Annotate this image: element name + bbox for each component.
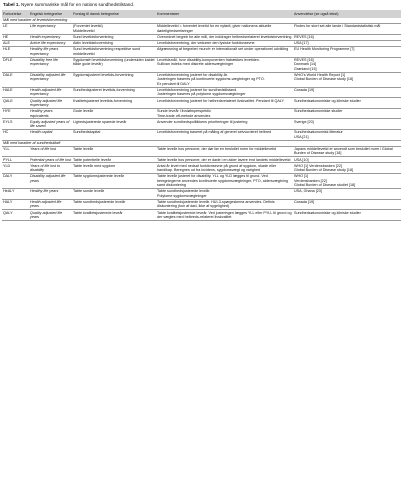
cell-danish-term: Gode leveår	[73, 109, 94, 114]
cell-usage: Sundhedsøkonomisk litteratur USA [21]	[294, 130, 343, 139]
cell-abbreviation: HYE	[3, 109, 11, 114]
cell-comment: Middellevetid = forventet levetid for en nyfødt, giver nationens aktuelle dødelighedserfaringer	[157, 24, 272, 33]
header-comments: Kommentarer	[157, 11, 180, 16]
cell-abbreviation: HeALY	[3, 189, 15, 194]
cell-abbreviation: YLD	[3, 163, 11, 168]
cell-usage: Sundhedsøkonomiske og kliniske studier	[294, 98, 361, 103]
cell-comment: Levetidsmål, hvor disability-komponenten fratrækkes levetiden. Sullivan indeks med diskrete aldersvægtninger	[157, 57, 260, 67]
cell-english-term: Healthy life years	[30, 189, 59, 194]
table-row	[2, 87, 401, 98]
cell-abbreviation: DALE	[3, 72, 13, 77]
cell-abbreviation: ALE	[3, 41, 10, 46]
cell-danish-term: Sygdomsfri levetidsforventning (undersiden kaldet både gode leveår)	[73, 57, 155, 67]
cell-abbreviation: YLL	[3, 147, 10, 152]
cell-usage: Canada [19]	[294, 87, 315, 92]
cell-usage: REVES [16]	[294, 34, 314, 39]
cell-usage: WHO's World Health Report [1] Global Burden of Disease study [18]	[294, 72, 354, 82]
cell-english-term: Life expectancy	[30, 24, 56, 29]
cell-comment: Levetidsforventning, der vedrører den fysiske funktionsevne	[157, 41, 255, 46]
cell-english-term: Healthy life years expectancy	[30, 47, 59, 56]
table-row	[2, 129, 401, 140]
cell-english-term: Active life expectancy	[30, 41, 66, 46]
cell-danish-term: Tabte leveår	[73, 147, 94, 152]
header-usage: Anvendelse (se også tekst)	[294, 11, 339, 16]
cell-danish-term: Tabte sunde leveår	[73, 189, 105, 194]
cell-abbreviation: HLE	[3, 47, 11, 52]
cell-english-term: Disability free life expectancy	[30, 57, 58, 67]
cell-abbreviation: QALE	[3, 98, 13, 103]
cell-danish-term: Tabte sygdomsjusterede leveår	[73, 174, 125, 179]
cell-usage: Canada [19]	[294, 200, 315, 205]
cell-usage: USA [10]	[294, 157, 309, 162]
table-row	[2, 199, 401, 210]
table-row	[2, 146, 401, 157]
header-abbreviation: Forkortelse	[3, 11, 22, 16]
cell-usage: Sundhedsøkonomiske studier	[294, 109, 343, 114]
table-row	[2, 163, 401, 174]
cell-english-term: Health adjusted life years	[30, 200, 62, 209]
cell-english-term: Years of life lost	[30, 147, 57, 152]
caption-label: Tabel 1.	[3, 2, 20, 7]
caption-text: Nyere summariske mål for en nations sundhedstilstand.	[21, 2, 135, 7]
cell-usage: Findes for stort set alle lande i Standardstatistisk mål	[294, 24, 381, 29]
table-row	[2, 72, 401, 87]
cell-usage: EU Health Monitoring Programme [7]	[294, 47, 355, 52]
cell-abbreviation: DALY	[3, 174, 13, 179]
cell-abbreviation: HE	[3, 34, 9, 39]
table-row	[2, 23, 401, 34]
cell-english-term: Health adjusted life expectancy	[30, 87, 62, 97]
table-row	[2, 210, 401, 221]
cell-danish-term: Sund levetidsforventning	[73, 34, 114, 39]
cell-danish-term: Kvalitetsjusteret levetids-forventning	[73, 98, 133, 103]
table-row	[2, 108, 401, 119]
cell-english-term: Potential years of life lost	[30, 157, 71, 162]
cell-english-term: Equity adjusted years of life saved	[30, 119, 70, 129]
cell-comment: Tabte leveår justeret for disability. YLL og YLD lægges til grund. Ved beregningerne anvendes kontinuerte sygdomsvægtninger, PTO, aldersvægtning samt diskontering	[157, 174, 288, 188]
table-row	[2, 174, 401, 189]
cell-abbreviation: LE	[3, 24, 8, 29]
cell-danish-term: Sund levetidsforventning respektive sund middellevetid	[73, 47, 141, 56]
cell-comment: Tabte sundhedsjusterede leveår. HUI-3-spørgeskema anvendes. Definis diskontering (kun af død, ikke af sygelighed)	[157, 200, 275, 209]
cell-abbreviation: HC	[3, 130, 9, 135]
cell-english-term: Years of life lost to disability	[30, 163, 61, 173]
cell-usage: USA, Ghana [23]	[294, 189, 322, 194]
table-body	[2, 18, 401, 221]
cell-danish-term: (Forventet levetid) Middellevetid	[73, 24, 103, 33]
cell-danish-term: Tabte sundhedsjusterede leveår	[73, 200, 126, 205]
cell-usage: WHO [1] Verdensbanken [22] Global Burden of Disease studiet [18]	[294, 174, 356, 188]
cell-danish-term: Sygdomsjusteret levetids-forventning	[73, 72, 134, 77]
cell-danish-term: Aktiv levetidsforventning	[73, 41, 113, 46]
cell-comment: Sunde leveår i livsløbsperspektiv. Time-trade off-metode anvendes	[157, 109, 212, 118]
cell-danish-term: Sundhedskapital	[73, 130, 101, 135]
table-row	[2, 46, 401, 57]
cell-usage: Sundhedsøkonomiske og kliniske studier	[294, 210, 361, 215]
cell-abbreviation: HALY	[3, 200, 13, 205]
cell-danish-term: Tabte kvalitetsjusterede leveår	[73, 210, 123, 215]
cell-usage: WHO [1] Verdensbanken [22] Global Burden of Disease study [18]	[294, 163, 354, 173]
cell-danish-term: Tabte potentielle leveår	[73, 157, 111, 162]
cell-english-term: Healthy years equivalents	[30, 109, 53, 118]
cell-english-term: Health expectancy	[30, 34, 61, 39]
cell-english-term: Quality adjusted life years	[30, 210, 63, 220]
cell-english-term: Disability adjusted life expectancy	[30, 72, 66, 82]
cell-comment: Levetidsforventning justeret for disability-år. Justeringen baseres på kontinuerte sygdoms-vægtninger og PTO. Ex pendant til DALY	[157, 72, 265, 86]
cell-usage: REVES [16] Danmark [14] Grønland [15]	[294, 57, 317, 71]
summary-measures-table	[2, 10, 401, 221]
cell-comment: Overordnet begreb for alle mål, der inddrager helbredsrelateret levetidsforventning	[157, 34, 292, 39]
cell-comment: Tabte sundhedsjusterede leveår. Polytome sygdomsvægtninger	[157, 189, 211, 198]
section-title: Mål med karakter af levetidsforventning	[3, 18, 68, 23]
cell-comment: Levetidsforventning justeret for helbredsrelateret livskvalitet. Pendant til QALY	[157, 98, 285, 103]
table-row	[2, 57, 401, 72]
cell-abbreviation: HALE	[3, 87, 13, 92]
cell-comment: Tabte leveår hos personer, der er døde i en alder lavere end landets middellevetid	[157, 157, 291, 162]
cell-comment: Anvender sundhedspolitikkens prioriteringer til justering	[157, 119, 248, 124]
table-caption	[3, 2, 134, 7]
cell-comment: Antal år levet med nedsat funktionsevne på grund af sygdom, skade eller handikap. Beregnes ud fra incidens, sygdomsvægt og varighed	[157, 163, 277, 173]
table-row	[2, 98, 401, 109]
cell-danish-term: Tabte leveår med sygdom	[73, 163, 116, 168]
cell-abbreviation: PYLL	[3, 157, 13, 162]
cell-comment: Tabte kvalitetsjusterede leveår. Ved justeringen lægges YLL eller PYLL til grund og der vægtes med helbreds-relateret livskvalitet	[157, 210, 292, 220]
cell-abbreviation: DFLE	[3, 57, 13, 62]
cell-english-term: Quality adjusted life expectancy	[30, 98, 63, 107]
cell-english-term: Disability adjusted life years	[30, 174, 66, 183]
cell-english-term: Health capital	[30, 130, 53, 135]
header-english-term: Engelsk betegnelse	[30, 11, 63, 16]
header-danish-term: Forslag til dansk betegnelse	[73, 11, 119, 16]
cell-comment: Levetidsforventning justeret for sundhedstilstand. Justeringen baseres på polytome sygdomsvægtninger	[157, 87, 246, 97]
cell-danish-term: Sundhedsjusteret levetids-forventning	[73, 87, 135, 92]
cell-usage: Japans middellevetid er anvendt som beslutlet norm i Global Burden of Disease study [18]	[294, 147, 393, 156]
section-title: Mål med karakter af sundhedstikaft	[3, 140, 61, 145]
cell-abbreviation: QALY	[3, 210, 13, 215]
cell-comment: Afgrænsning af begrebet »sund« er internationalt set under operationel udvikling	[157, 47, 289, 52]
cell-usage: Sverige [20]	[294, 119, 314, 124]
header-row	[2, 10, 401, 18]
table-row	[2, 189, 401, 200]
cell-comment: Tabte leveår hos personer, der dør før en beslutlet norm for middellevetid	[157, 147, 277, 152]
cell-usage: USA [17]	[294, 41, 309, 46]
cell-abbreviation: EYLS	[3, 119, 13, 124]
table-row	[2, 119, 401, 130]
cell-comment: Levetidsforventning baseret på måling af generel selvvurderet helbred	[157, 130, 272, 135]
cell-danish-term: Lighedsjusterede sparede leveår	[73, 119, 127, 124]
